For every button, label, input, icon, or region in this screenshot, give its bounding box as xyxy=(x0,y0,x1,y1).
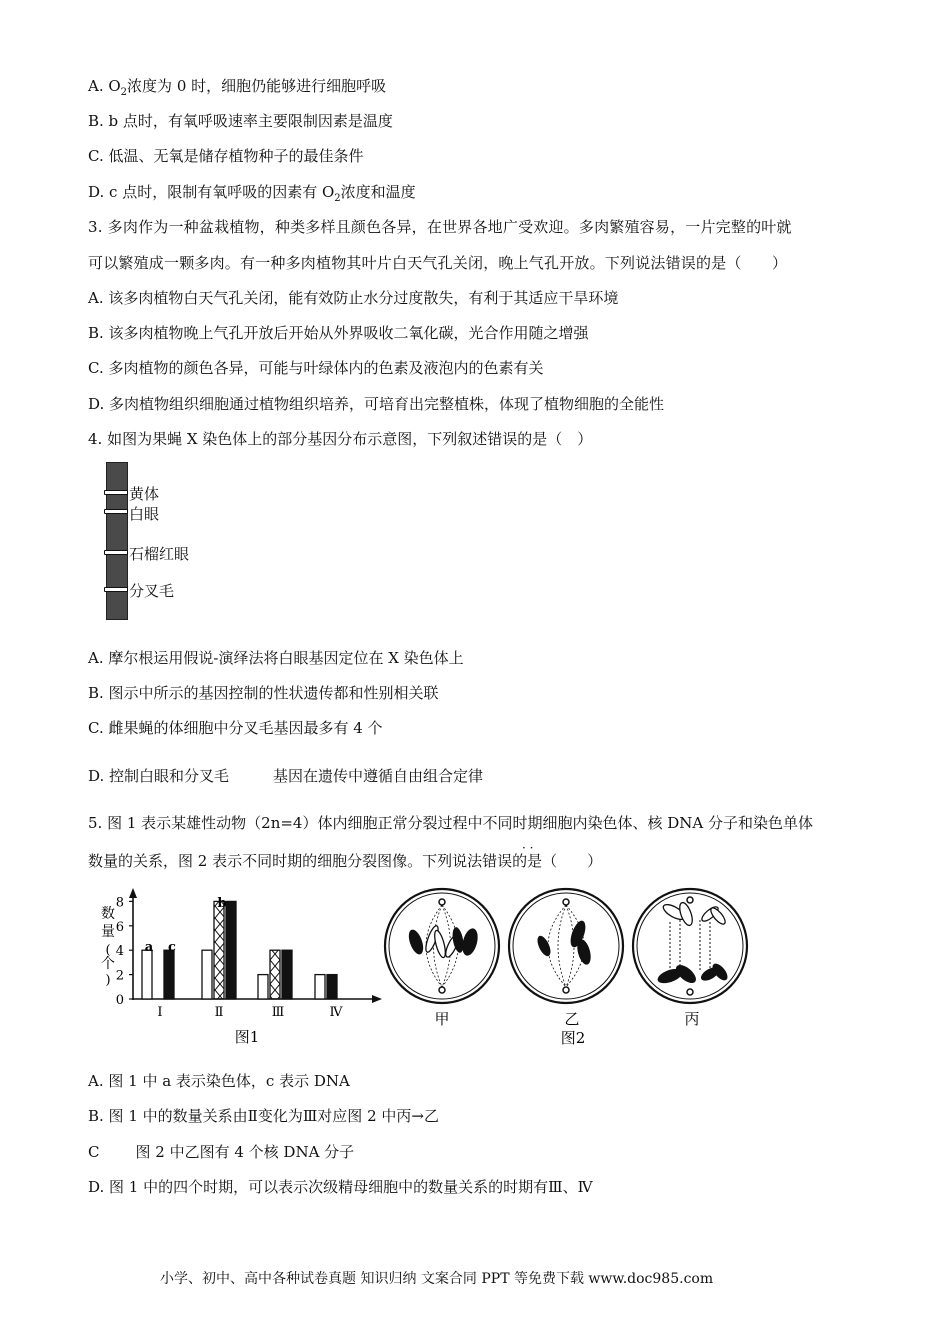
bar-c-4 xyxy=(327,975,337,999)
figure1-ticks xyxy=(116,895,133,1008)
q5-option-b: B. 图 1 中的数量关系由Ⅱ变化为Ⅲ对应图 2 中丙→乙 xyxy=(88,1107,439,1125)
bar-b-3 xyxy=(270,950,280,999)
y-tick-label: 8 xyxy=(115,895,124,911)
q3-stem-line1: 3. 多肉作为一种盆栽植物，种类多样且颜色各异，在世界各地广受欢迎。多肉繁殖容易，一片完整的叶就 xyxy=(88,218,792,236)
figure1-ylabel-1: 数 xyxy=(101,906,115,922)
gene-label-forked-bristle: 分叉毛 xyxy=(129,582,175,600)
figure2-caption: 图2 xyxy=(560,1029,586,1047)
bar-a-4 xyxy=(315,975,325,999)
bar-c-2 xyxy=(226,901,236,999)
figure2-cell-division xyxy=(380,884,770,1050)
bar-a-3 xyxy=(258,975,268,999)
bar-c-3 xyxy=(282,950,292,999)
bar-a-2 xyxy=(202,950,212,999)
figure1-letter-c: c xyxy=(168,940,176,955)
gene-band-yellow-body xyxy=(104,490,128,495)
q2-option-a: A. $O_2$浓度为 0 时，细胞仍能够进行细胞呼吸 xyxy=(88,77,387,98)
q4-option-a: A. 摩尔根运用假说-演绎法将白眼基因定位在 X 染色体上 xyxy=(88,649,464,667)
figure1-categories xyxy=(157,1005,343,1020)
q5-stem-line1: 5. 图 1 表示某雄性动物（2n=4）体内细胞正常分裂过程中不同时期细胞内染色体、核 DNA 分子和染色单体 xyxy=(88,814,813,832)
figure1-bar-chart xyxy=(100,888,390,1048)
figure1-ylabel-2: 量 xyxy=(101,924,115,940)
q3-option-d: D. 多肉植物组织细胞通过植物组织培养，可培育出完整植株，体现了植物细胞的全能性 xyxy=(88,395,665,413)
q5-option-a: A. 图 1 中 a 表示染色体，c 表示 DNA xyxy=(88,1072,350,1090)
gene-band-forked-bristle xyxy=(104,587,128,592)
q4-option-d: D. 控制白眼和分叉毛 基因在遗传中遵循自由组合定律 xyxy=(88,767,484,785)
q3-option-a: A. 该多肉植物白天气孔关闭，能有效防止水分过度散失，有利于其适应干旱环境 xyxy=(88,289,619,307)
q2-option-b: B. b 点时，有氧呼吸速率主要限制因素是温度 xyxy=(88,112,393,130)
figure2-label-yi: 乙 xyxy=(564,1010,580,1028)
figure1-ylabel-5: ) xyxy=(105,973,111,988)
q4-option-c: C. 雌果蝇的体细胞中分叉毛基因最多有 4 个 xyxy=(88,719,383,737)
bar-c-1 xyxy=(164,950,174,999)
category-label: Ⅱ xyxy=(214,1005,224,1020)
cell-bing xyxy=(633,889,747,1003)
category-label: Ⅲ xyxy=(271,1005,285,1020)
category-label: Ⅳ xyxy=(329,1005,343,1020)
gene-label-white-eye: 白眼 xyxy=(129,505,160,523)
gene-label-pomegranate-eye: 石榴红眼 xyxy=(129,545,190,563)
figure1-letter-b: b xyxy=(217,896,227,911)
figure2-label-jia: 甲 xyxy=(434,1010,450,1028)
bar-b-2 xyxy=(214,901,224,999)
cell-yi xyxy=(509,889,623,1003)
chromosome-bar xyxy=(106,462,128,620)
figure2-label-bing: 丙 xyxy=(684,1010,700,1028)
cell-jia xyxy=(385,889,499,1003)
x-chromosome-diagram xyxy=(104,462,244,622)
q3-option-c: C. 多肉植物的颜色各异，可能与叶绿体内的色素及液泡内的色素有关 xyxy=(88,359,544,377)
gene-label-yellow-body: 黄体 xyxy=(129,485,160,503)
q2-option-c: C. 低温、无氧是储存植物种子的最佳条件 xyxy=(88,147,364,165)
q3-option-b: B. 该多肉植物晚上气孔开放后开始从外界吸收二氧化碳，光合作用随之增强 xyxy=(88,324,589,342)
q5-option-c: C 图 2 中乙图有 4 个核 DNA 分子 xyxy=(88,1143,355,1161)
gene-band-pomegranate-eye xyxy=(104,550,128,555)
category-label: Ⅰ xyxy=(157,1005,163,1020)
q3-stem-line2: 可以繁殖成一颗多肉。有一种多肉植物其叶片白天气孔关闭，晚上气孔开放。下列说法错误的是（ ） xyxy=(88,254,788,272)
q2-option-d: D. c 点时，限制有氧呼吸的因素有 $O_2$浓度和温度 xyxy=(88,183,416,204)
figure1-letter-a: a xyxy=(144,940,154,955)
q4-stem: 4. 如图为果蝇 X 染色体上的部分基因分布示意图，下列叙述错误的是（ ） xyxy=(88,430,593,448)
y-tick-label: 6 xyxy=(115,919,124,935)
y-tick-label: 4 xyxy=(115,944,124,960)
y-tick-label: 2 xyxy=(115,968,124,984)
q4-option-b: B. 图示中所示的基因控制的性状遗传都和性别相关联 xyxy=(88,684,439,702)
figure1-ylabel-4: 个 xyxy=(101,956,115,972)
y-tick-label: 0 xyxy=(115,993,124,1008)
figure1-caption: 图1 xyxy=(234,1028,260,1046)
q5-stem-line2: 数量的关系，图 2 表示不同时期的细胞分裂图像。下列说法错误的是（ ） xyxy=(88,852,603,870)
figure1-ylabel-3: ( xyxy=(105,943,111,958)
bar-a-1 xyxy=(142,950,152,999)
q5-option-d: D. 图 1 中的四个时期，可以表示次级精母细胞中的数量关系的时期有Ⅲ、Ⅳ xyxy=(88,1178,593,1196)
page-footer: 小学、初中、高中各种试卷真题 知识归纳 文案合同 PPT 等免费下载 www.doc985.com xyxy=(160,1271,714,1287)
gene-band-white-eye xyxy=(104,509,128,514)
emphasis-dots: · · xyxy=(522,841,534,855)
